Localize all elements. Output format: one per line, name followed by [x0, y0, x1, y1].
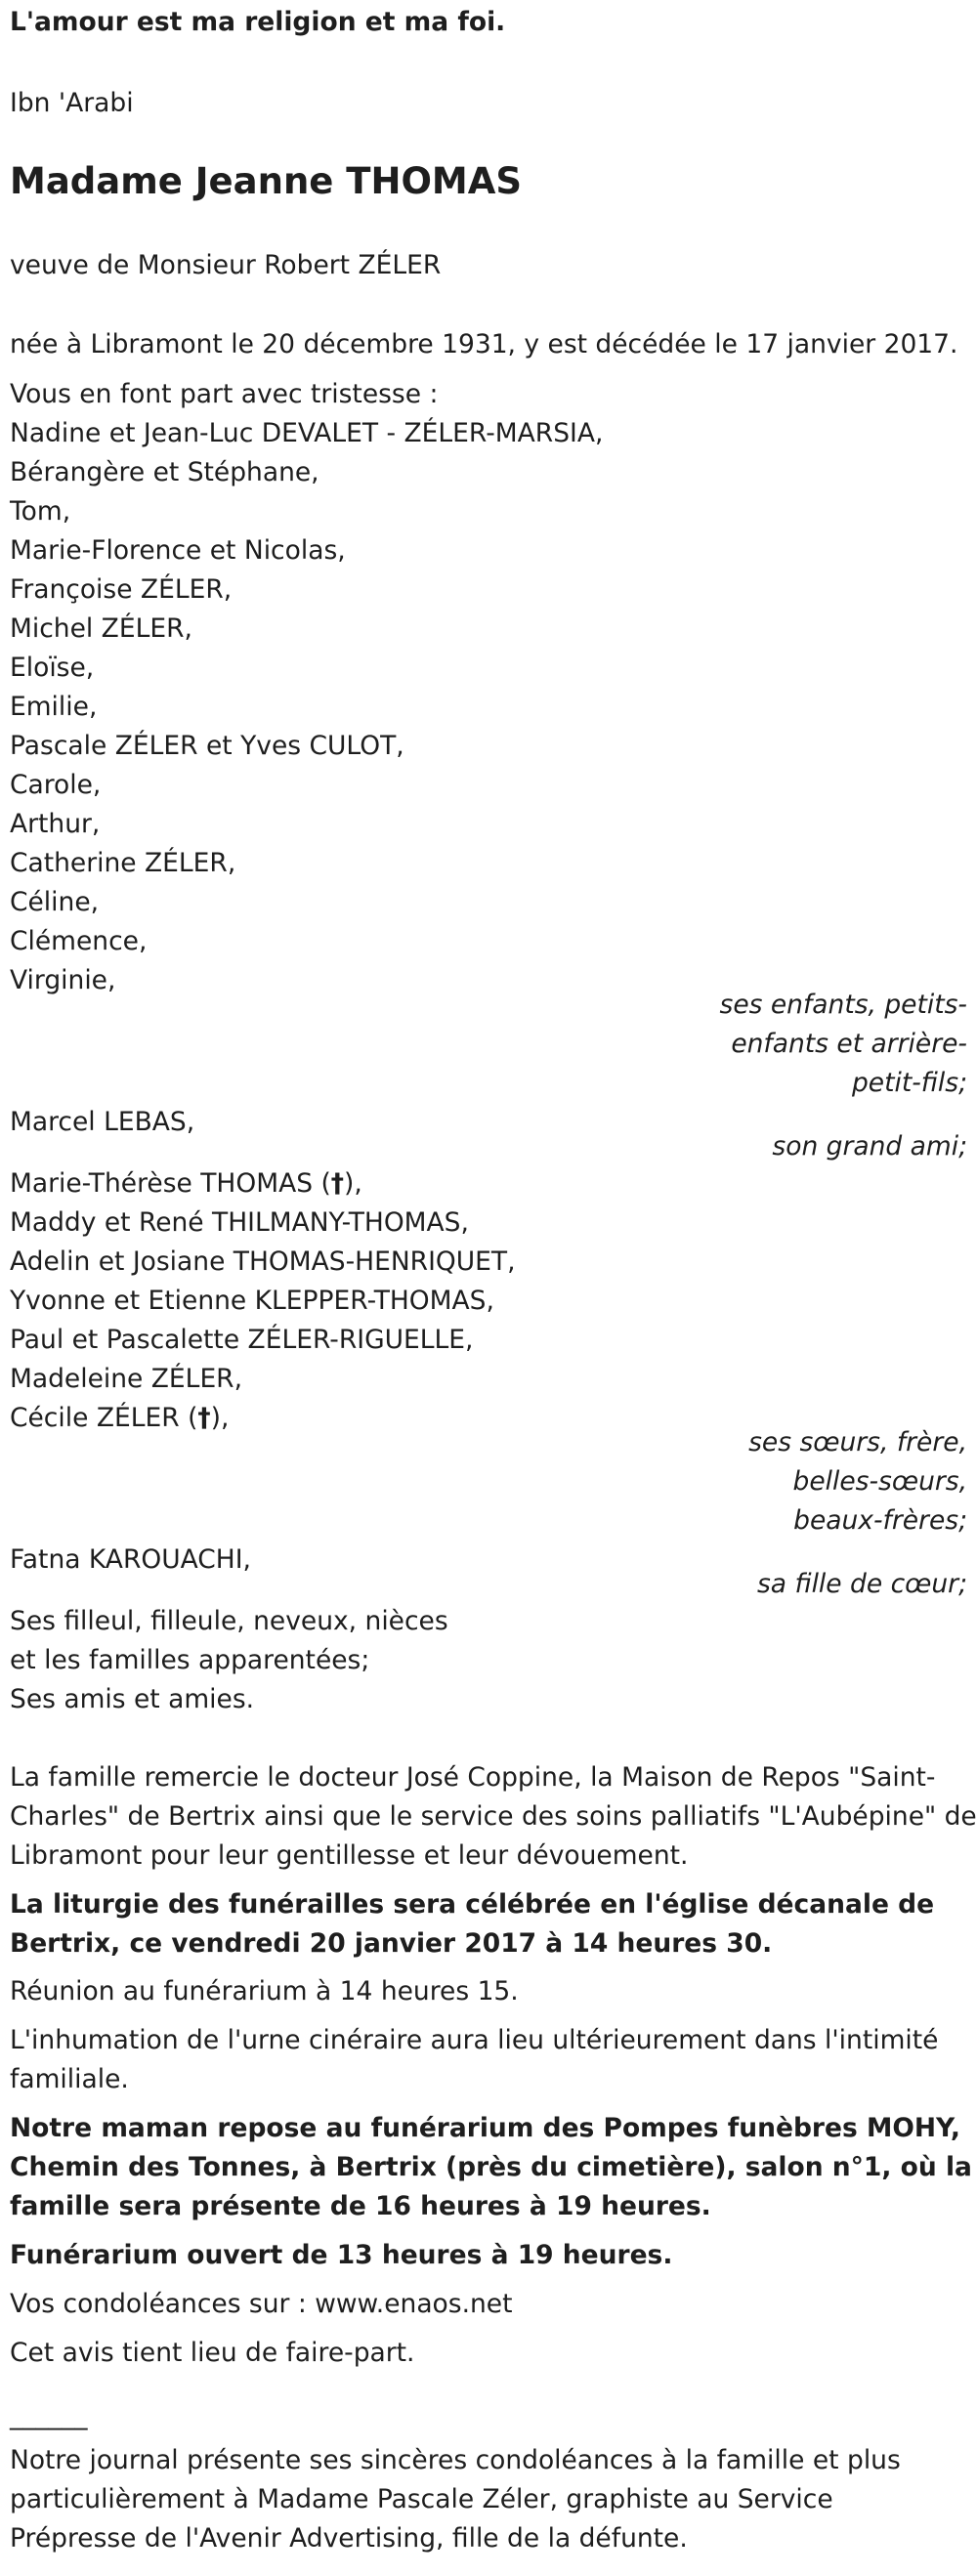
quote-text: L'amour est ma religion et ma foi.	[10, 7, 506, 37]
family-member: Madeleine ZÉLER,	[10, 1364, 243, 1394]
role-label: belles-sœurs,	[792, 1466, 967, 1497]
family-member	[10, 1168, 362, 1199]
ceremony-text: La liturgie des funérailles sera célébrée en l'église décanale de	[10, 1889, 935, 1920]
family-member: Eloïse,	[10, 653, 95, 683]
family-member: Nadine et Jean-Luc DEVALET - ZÉLER-MARSIA,	[10, 418, 604, 448]
condolences-text: Vos condoléances sur : www.enaos.net	[10, 2289, 513, 2319]
meeting-text: Réunion au funérarium à 14 heures 15.	[10, 1976, 519, 2006]
quote-author: Ibn 'Arabi	[10, 88, 134, 118]
punctuation: ),	[344, 1168, 362, 1199]
deceased-name: Madame Jeanne THOMAS	[10, 160, 523, 202]
punctuation: ),	[210, 1403, 230, 1433]
others-line: Ses amis et amies.	[10, 1684, 255, 1714]
family-member: Tom,	[10, 496, 71, 527]
family-member: Adelin et Josiane THOMAS-HENRIQUET,	[10, 1246, 516, 1277]
role-label: ses sœurs, frère,	[748, 1427, 967, 1457]
burial-text: L'inhumation de l'urne cinéraire aura lieu ultérieurement dans l'intimité	[10, 2025, 939, 2055]
hours-text: Funérarium ouvert de 13 heures à 19 heures.	[10, 2240, 673, 2270]
family-member: Céline,	[10, 887, 100, 917]
rests-text: famille sera présente de 16 heures à 19 heures.	[10, 2191, 711, 2221]
family-member-name: Marie-Thérèse THOMAS (	[10, 1168, 331, 1199]
family-member: Emilie,	[10, 692, 98, 722]
newspaper-text: particulièrement à Madame Pascale Zéler, graphiste au Service	[10, 2484, 833, 2514]
rests-text: Notre maman repose au funérarium des Pompes funèbres MOHY,	[10, 2113, 960, 2143]
family-member	[10, 1403, 230, 1433]
family-member-name: Cécile ZÉLER (	[10, 1403, 198, 1433]
role-label: petit-fils;	[851, 1068, 967, 1098]
family-member: Maddy et René THILMANY-THOMAS,	[10, 1207, 469, 1238]
burial-text: familiale.	[10, 2064, 129, 2094]
family-member: Marcel LEBAS,	[10, 1107, 195, 1137]
thanks-text: Libramont pour leur gentillesse et leur dévouement.	[10, 1840, 689, 1871]
family-member: Fatna KAROUACHI,	[10, 1544, 251, 1575]
others-line: et les familles apparentées;	[10, 1645, 370, 1675]
newspaper-text: Notre journal présente ses sincères condoléances à la famille et plus	[10, 2445, 901, 2475]
family-member: Paul et Pascalette ZÉLER-RIGUELLE,	[10, 1325, 474, 1355]
family-member: Catherine ZÉLER,	[10, 848, 236, 878]
birth-death: née à Libramont le 20 décembre 1931, y est décédée le 17 janvier 2017.	[10, 329, 958, 359]
widow-of: veuve de Monsieur Robert ZÉLER	[10, 250, 442, 280]
role-label: son grand ami;	[772, 1131, 967, 1161]
family-member: Michel ZÉLER,	[10, 613, 192, 644]
cross-icon: †	[197, 1403, 211, 1433]
rests-text: Chemin des Tonnes, à Bertrix (près du cimetière), salon n°1, où la	[10, 2152, 972, 2182]
announcement-intro: Vous en font part avec tristesse :	[10, 379, 439, 409]
separator: ______	[10, 2400, 88, 2430]
role-label: ses enfants, petits-	[719, 990, 967, 1020]
family-member: Arthur,	[10, 809, 101, 839]
family-member: Marie-Florence et Nicolas,	[10, 535, 346, 566]
others-line: Ses filleul, filleule, neveux, nièces	[10, 1606, 448, 1636]
notice-text: Cet avis tient lieu de faire-part.	[10, 2338, 415, 2368]
ceremony-text: Bertrix, ce vendredi 20 janvier 2017 à 14 heures 30.	[10, 1928, 773, 1959]
family-member: Carole,	[10, 770, 102, 800]
family-member: Pascale ZÉLER et Yves CULOT,	[10, 731, 404, 761]
newspaper-text: Prépresse de l'Avenir Advertising, fille de la défunte.	[10, 2523, 688, 2554]
family-member: Clémence,	[10, 926, 148, 956]
family-member: Virginie,	[10, 965, 116, 995]
thanks-text: Charles" de Bertrix ainsi que le service des soins palliatifs "L'Aubépine" de	[10, 1801, 977, 1832]
role-label: beaux-frères;	[793, 1505, 967, 1536]
family-member: Yvonne et Etienne KLEPPER-THOMAS,	[10, 1286, 494, 1316]
family-member: Françoise ZÉLER,	[10, 574, 233, 605]
role-label: enfants et arrière-	[731, 1029, 967, 1059]
cross-icon: †	[330, 1168, 345, 1199]
family-member: Bérangère et Stéphane,	[10, 457, 319, 487]
role-label: sa fille de cœur;	[756, 1569, 967, 1599]
thanks-text: La famille remercie le docteur José Coppine, la Maison de Repos "Saint-	[10, 1762, 936, 1793]
